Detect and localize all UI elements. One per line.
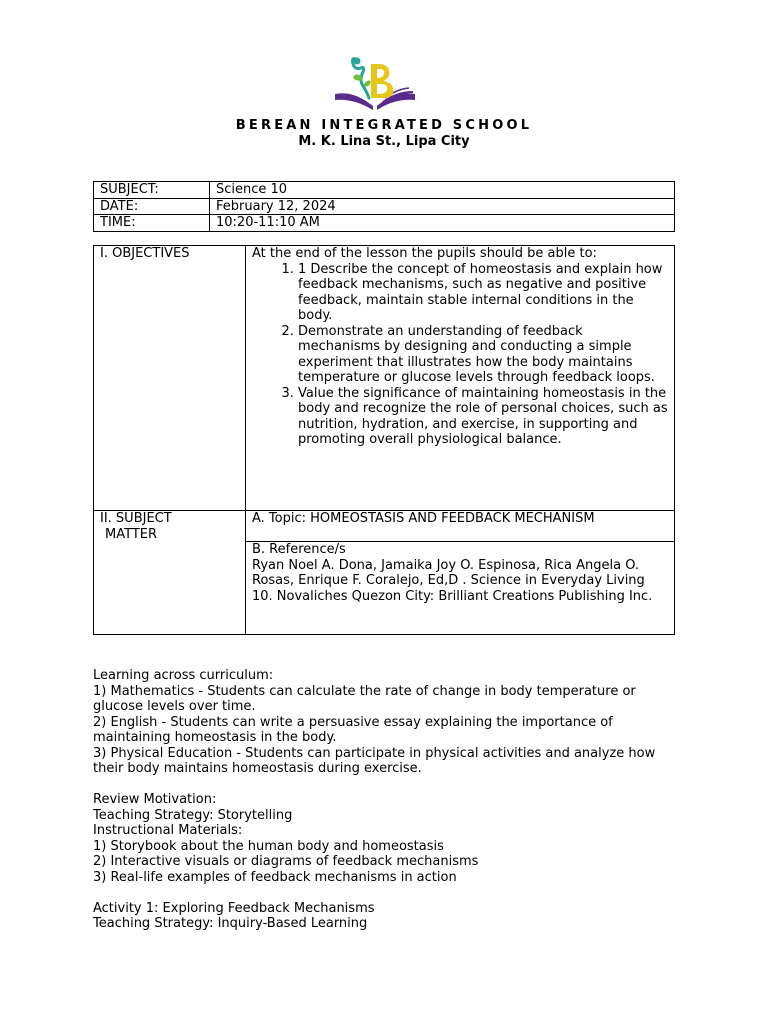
date-label: DATE:	[94, 198, 210, 215]
material-item: 3) Real-life examples of feedback mechanisms in action	[93, 869, 457, 885]
objective-item: 2. Demonstrate an understanding of feedback mechanisms by designing and conducting a simple experiment that illustrates how the body maintains temperature or glucose levels through feedback loops.	[298, 324, 668, 386]
school-logo	[333, 54, 417, 112]
subject-label: SUBJECT:	[94, 182, 210, 199]
lesson-body	[93, 668, 683, 932]
spacer	[93, 885, 683, 901]
subject-matter-label-line1: II. SUBJECT	[100, 511, 172, 526]
objective-item: 3. Value the significance of maintaining homeostasis in the body and recognize the role of personal choices, such as nutrition, hydration, and exercise, in supporting and promoting overall physiological balance.	[298, 386, 668, 448]
time-value: 10:20-11:10 AM	[210, 215, 675, 232]
review-motivation-title: Review Motivation:	[93, 792, 217, 807]
lesson-info-table	[93, 181, 675, 232]
reference-cell	[246, 542, 675, 635]
topic-cell: A. Topic: HOMEOSTASIS AND FEEDBACK MECHANISM	[246, 511, 675, 542]
reference-label: B. Reference/s	[252, 542, 346, 557]
time-label: TIME:	[94, 215, 210, 232]
subject-matter-label	[94, 511, 246, 635]
teaching-strategy: Teaching Strategy: Storytelling	[93, 807, 293, 823]
school-address: M. K. Lina St., Lipa City	[298, 134, 470, 149]
objective-item: 1. 1 Describe the concept of homeostasis and explain how feedback mechanisms, such as negative and positive feedback, maintain stable internal conditions in the body.	[298, 262, 668, 324]
lac-item: 1) Mathematics - Students can calculate the rate of change in body temperature or glucose levels over time.	[93, 683, 636, 714]
date-row	[94, 198, 675, 215]
subject-matter-label-line2: MATTER	[105, 526, 157, 542]
subject-row	[94, 182, 675, 199]
activity-title: Activity 1: Exploring Feedback Mechanisms	[93, 900, 375, 916]
objectives-row	[94, 246, 675, 511]
objectives-intro: At the end of the lesson the pupils should be able to:	[252, 246, 597, 261]
school-name: BEREAN INTEGRATED SCHOOL	[235, 118, 533, 133]
lac-title: Learning across curriculum:	[93, 668, 274, 683]
subject-value: Science 10	[210, 182, 675, 199]
date-value: February 12, 2024	[210, 198, 675, 215]
teaching-strategy: Teaching Strategy: Inquiry-Based Learning	[93, 916, 368, 931]
material-item: 1) Storybook about the human body and homeostasis	[93, 838, 444, 854]
spacer	[93, 777, 683, 793]
time-row	[94, 215, 675, 232]
objectives-cell	[246, 246, 675, 511]
lac-item: 2) English - Students can write a persuasive essay explaining the importance of maintaining homeostasis in the body.	[93, 714, 613, 745]
lac-item: 3) Physical Education - Students can participate in physical activities and analyze how their body maintains homeostasis during exercise.	[93, 745, 656, 776]
lesson-plan-table	[93, 245, 675, 635]
objectives-label: I. OBJECTIVES	[94, 246, 246, 511]
objectives-list	[252, 262, 668, 448]
topic-row	[94, 511, 675, 542]
materials-title: Instructional Materials:	[93, 823, 243, 838]
material-item: 2) Interactive visuals or diagrams of feedback mechanisms	[93, 854, 479, 869]
reference-text: Ryan Noel A. Dona, Jamaika Joy O. Espinosa, Rica Angela O. Rosas, Enrique F. Coralejo, Ed,D . Science in Everyday Living 10. Novaliches Quezon City: Brilliant Creations Publishing Inc.	[252, 557, 653, 604]
